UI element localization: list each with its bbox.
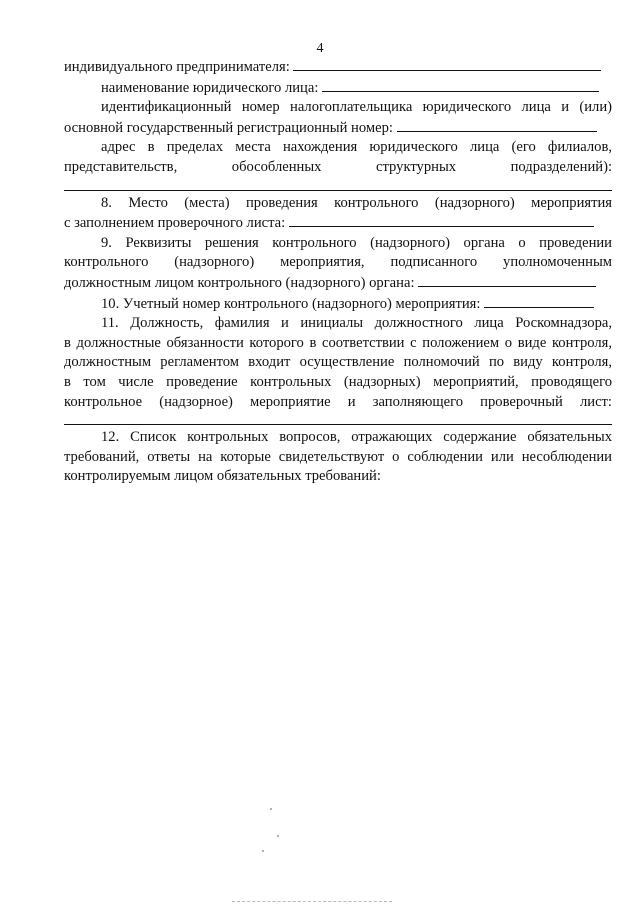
scan-speck (262, 850, 264, 852)
org-name-blank-field[interactable] (322, 78, 599, 92)
ip-line (64, 57, 612, 78)
item-9-label: должностным лицом контрольного (надзорного) органа: (64, 274, 415, 291)
inspection-place-blank-field[interactable] (289, 213, 594, 227)
scan-edge-mark (232, 901, 392, 902)
org-name-label: наименование юридического лица: (101, 79, 319, 96)
ogrn-label: основной государственный регистрационный номер: (64, 119, 393, 136)
scan-speck (277, 835, 279, 837)
ogrn-blank-field[interactable] (397, 118, 597, 132)
item-8-line-2 (64, 213, 612, 234)
ip-label: индивидуального предпринимателя: (64, 59, 290, 75)
item-9-line-3 (64, 273, 612, 294)
item-10-line (64, 294, 612, 315)
item-12-line-3: контролируемым лицом обязательных требований: (64, 468, 381, 485)
inspector-blank-field[interactable] (64, 412, 612, 425)
address-blank-field[interactable] (64, 178, 612, 191)
page-number: 4 (316, 41, 324, 56)
org-name-line (64, 78, 612, 99)
item-12-line-2: требований, ответы на которые свидетельствуют о соблюдении или несоблюдении (64, 448, 612, 465)
item-11-line-2: в должностные обязанности которого в соответствии с положением о виде контроля, (64, 334, 612, 351)
inn-line-1: идентификационный номер налогоплательщика юридического лица и (или) (101, 99, 612, 116)
ip-blank-field[interactable] (293, 57, 601, 71)
address-line-2: представительств, обособленных структурных подразделений): (64, 158, 612, 175)
decision-details-blank-field[interactable] (418, 273, 596, 287)
item-9-line-1: 9. Реквизиты решения контрольного (надзорного) органа о проведении (101, 234, 612, 251)
item-11-line-3: должностным регламентом входит осуществление полномочий по виду контроля, (64, 354, 612, 371)
item-11-line-5: контрольное (надзорное) мероприятие и заполняющего проверочный лист: (64, 393, 612, 410)
scan-speck (270, 808, 272, 810)
item-10-label: 10. Учетный номер контрольного (надзорного) мероприятия: (101, 295, 481, 312)
address-line-1: адрес в пределах места нахождения юридического лица (его филиалов, (101, 139, 612, 156)
item-11-line-1: 11. Должность, фамилия и инициалы должностного лица Роскомнадзора, (101, 315, 612, 332)
item-12-line-1: 12. Список контрольных вопросов, отражающих содержание обязательных (101, 429, 612, 446)
registration-number-blank-field[interactable] (484, 294, 594, 308)
item-11-line-4: в том числе проведение контрольных (надзорных) мероприятий, проводящего (64, 373, 612, 390)
checklist-form-section (64, 57, 612, 487)
item-8-line-1: 8. Место (места) проведения контрольного (надзорного) мероприятия (101, 194, 612, 211)
item-8-label: с заполнением проверочного листа: (64, 215, 286, 232)
inn-line-2 (64, 118, 612, 139)
item-9-line-2: контрольного (надзорного) мероприятия, подписанного уполномоченным (64, 254, 612, 271)
